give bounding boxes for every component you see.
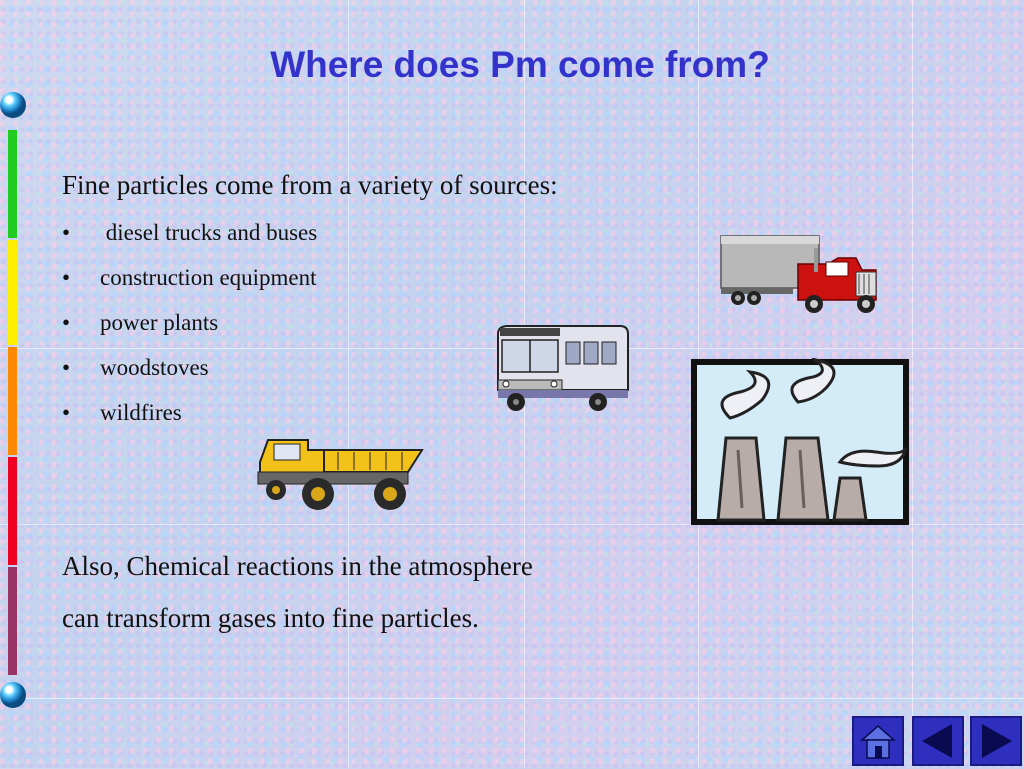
list-item <box>62 261 317 306</box>
closing-line-2: can transform gases into fine particles. <box>62 603 479 633</box>
bullet-glyph: • <box>62 400 71 425</box>
list-item <box>62 216 317 261</box>
background-gridline <box>0 698 1024 699</box>
globe-orb-icon <box>0 682 26 708</box>
previous-slide-button[interactable] <box>912 716 964 766</box>
home-button[interactable] <box>852 716 904 766</box>
sidebar-stripe <box>8 130 17 238</box>
list-item <box>62 306 317 351</box>
sidebar-stripe <box>8 567 17 675</box>
list-item-label: construction equipment <box>100 265 317 290</box>
intro-text: Fine particles come from a variety of sources: <box>62 170 558 200</box>
bullet-glyph: • <box>62 220 71 245</box>
list-item-label: woodstoves <box>100 355 209 380</box>
power-plant-icon <box>690 358 920 526</box>
sidebar-stripe <box>8 240 17 345</box>
background-gridline <box>348 0 349 768</box>
closing-line-1: Also, Chemical reactions in the atmosphere <box>62 551 533 581</box>
bullet-glyph: • <box>62 310 71 335</box>
globe-orb-icon <box>0 92 26 118</box>
list-item-label: diesel trucks and buses <box>100 220 318 245</box>
dump-truck-icon <box>254 432 426 516</box>
list-item-label: power plants <box>100 310 219 335</box>
bullet-glyph: • <box>62 265 71 290</box>
home-icon <box>854 718 902 764</box>
sidebar-stripe <box>8 457 17 565</box>
previous-arrow-icon <box>914 718 962 764</box>
next-slide-button[interactable] <box>970 716 1022 766</box>
list-item-label: wildfires <box>100 400 182 425</box>
slide-title: Where does Pm come from? <box>270 44 770 85</box>
bus-icon <box>492 322 634 414</box>
semi-truck-icon <box>718 232 884 320</box>
decorative-sidebar <box>0 90 28 720</box>
closing-text <box>62 540 533 644</box>
list-item <box>62 351 317 396</box>
sidebar-stripe <box>8 347 17 455</box>
next-arrow-icon <box>972 718 1020 764</box>
sources-list <box>62 216 317 441</box>
bullet-glyph: • <box>62 355 71 380</box>
